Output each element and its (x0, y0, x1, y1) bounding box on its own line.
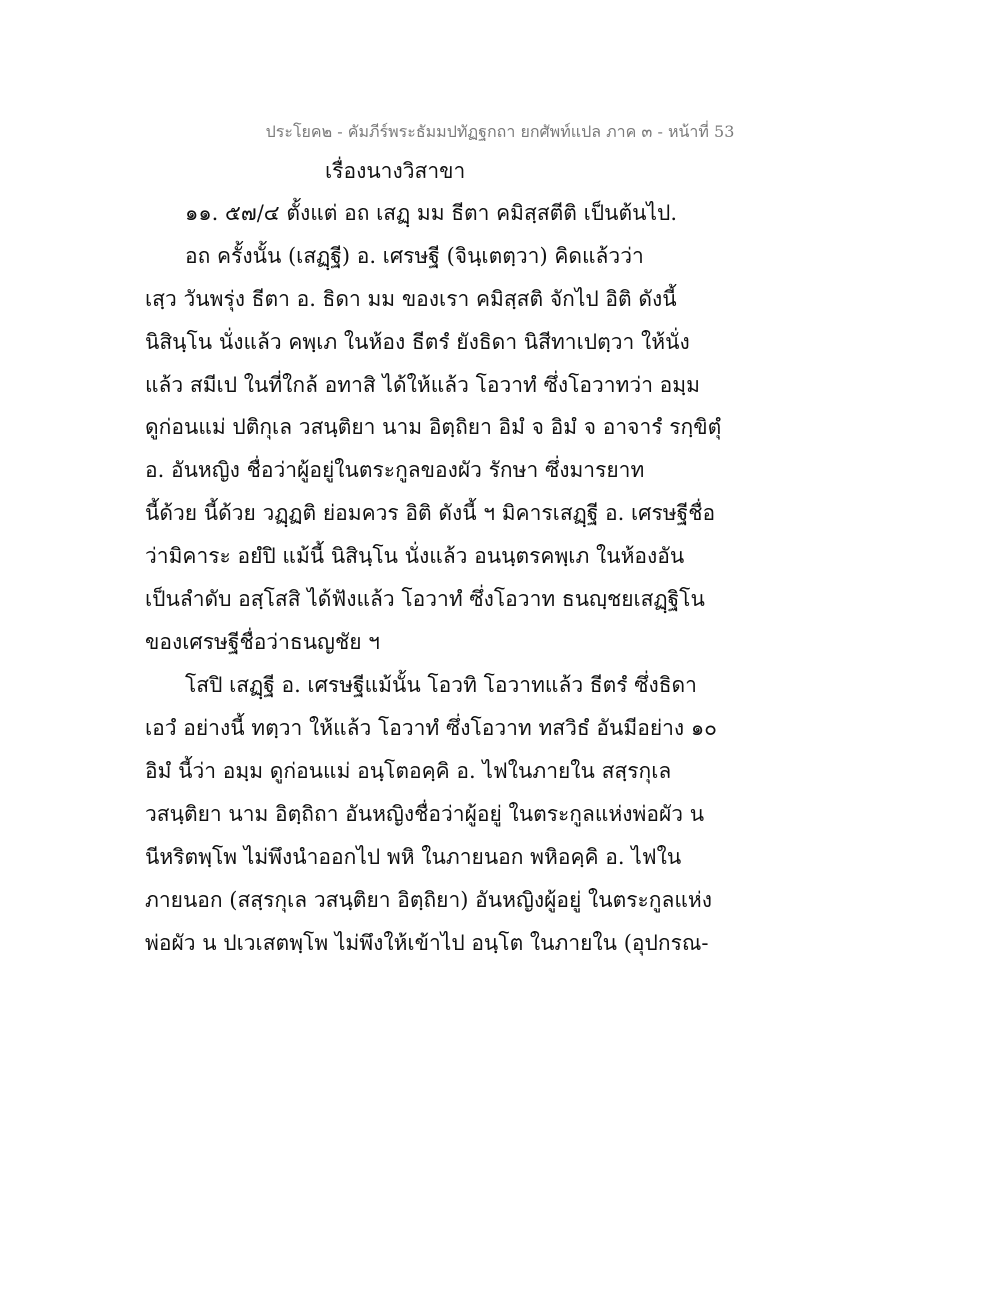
text-line: อถ ครั้งนั้น (เสฏฺฐี) อ. เศรษฐี (จินฺเตตฺวา) คิดแล้วว่า (185, 244, 644, 268)
text-line: เสฺว วันพรุ่ง ธีตา อ. ธิดา มม ของเรา คมิสฺสติ จักไป อิติ ดังนี้ (145, 287, 677, 311)
text-line: พ่อผัว น ปเวเสตพฺโพ ไม่พึงให้เข้าไป อนฺโต ในภายใน (อุปกรณ- (145, 931, 709, 955)
text-line: แล้ว สมีเป ในที่ใกล้ อทาสิ ได้ให้แล้ว โอวาทํ ซึ่งโอวาทว่า อมฺม (145, 373, 700, 397)
text-line: ภายนอก (สสฺรกุเล วสนฺติยา อิตฺถิยา) อันหญิงผู้อยู่ ในตระกูลแห่ง (145, 888, 713, 912)
text-line: วสนฺติยา นาม อิตฺถิถา อันหญิงชื่อว่าผู้อยู่ ในตระกูลแห่งพ่อผัว น (145, 802, 705, 826)
text-line: ของเศรษฐีชื่อว่าธนญชัย ฯ (145, 630, 380, 654)
text-line: ๑๑. ๕๗/๔ ตั้งแต่ อถ เสฏฺ มม ธีตา คมิสฺสตีติ เป็นต้นไป. (185, 201, 678, 225)
text-line: อ. อันหญิง ชื่อว่าผู้อยู่ในตระกูลของผัว รักษา ซึ่งมารยาท (145, 458, 645, 482)
page-header: ประโยค๒ - คัมภีร์พระธัมมปทัฏฐกถา ยกศัพท์แปล ภาค ๓ - หน้าที่ 53 (265, 122, 735, 141)
text-line: นีหริตพฺโพ ไม่พึงนำออกไป พหิ ในภายนอก พหิอคฺคิ อ. ไฟใน (145, 845, 682, 869)
text-line: เป็นลำดับ อสฺโสสิ ได้ฟังแล้ว โอวาทํ ซึ่งโอวาท ธนญฺชยเสฏฺฐิโน (145, 587, 705, 611)
text-line: ดูก่อนแม่ ปติกุเล วสนฺติยา นาม อิตฺถิยา อิมํ จ อิมํ จ อาจารํ รกฺขิตุํ (145, 415, 722, 439)
text-line: นิสินฺโน นั่งแล้ว คพฺเภ ในห้อง ธีตรํ ยังธิดา นิสีทาเปตฺวา ให้นั่ง (145, 330, 690, 354)
text-line: นี้ด้วย นี้ด้วย วฏฺฏติ ย่อมควร อิติ ดังนี้ ฯ มิคารเสฏฺฐี อ. เศรษฐีชื่อ (145, 501, 716, 525)
text-line: ว่ามิคาระ อยํปิ แม้นี้ นิสินฺโน นั่งแล้ว อนนฺตรคพฺเภ ในห้องอัน (145, 544, 685, 568)
story-title: เรื่องนางวิสาขา (325, 159, 466, 183)
text-line: เอวํ อย่างนี้ ทตฺวา ให้แล้ว โอวาทํ ซึ่งโอวาท ทสวิธํ อันมีอย่าง ๑๐ (145, 716, 717, 740)
text-line: อิมํ นี้ว่า อมฺม ดูก่อนแม่ อนฺโตอคฺคิ อ. ไฟในภายใน สสฺรกุเล (145, 759, 672, 783)
text-line: โสปิ เสฏฺฐี อ. เศรษฐีแม้นั้น โอวทิ โอวาทแล้ว ธีตรํ ซึ่งธิดา (185, 673, 697, 697)
